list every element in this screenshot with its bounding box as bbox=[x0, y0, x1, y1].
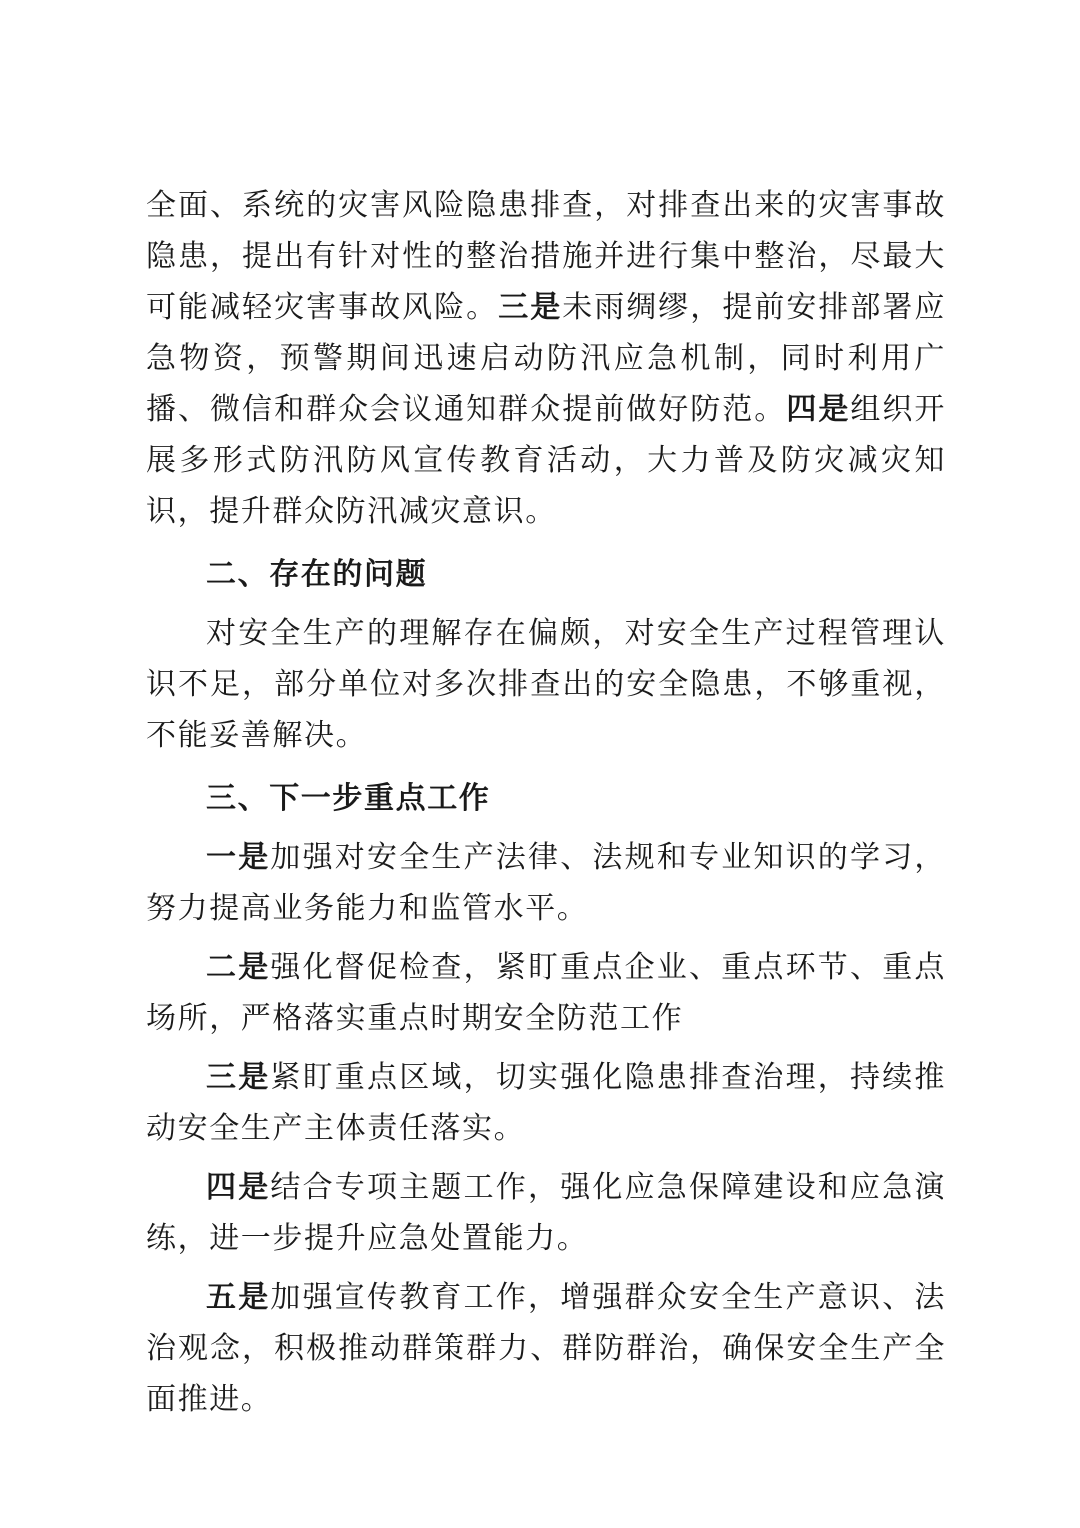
lead-label: 一是 bbox=[206, 840, 271, 875]
paragraph-text: 组织开展多形式防汛防风宣传教育活动，大力普及防灾减灾知识，提升群众防汛减灾意识。 bbox=[146, 392, 947, 529]
paragraph-problems: 对安全生产的理解存在偏颇，对安全生产过程管理认识不足，部分单位对多次排查出的安全隐患，不够重视，不能妥善解决。 bbox=[146, 616, 946, 753]
list-item bbox=[146, 832, 946, 934]
paragraph-text: 加强宣传教育工作，增强群众安全生产意识、法治观念，积极推动群策群力、群防群治，确保安全生产全面推进。 bbox=[146, 1280, 946, 1417]
list-item bbox=[146, 1162, 946, 1264]
list-item bbox=[146, 1052, 946, 1154]
section-heading-next-steps: 三、下一步重点工作 bbox=[206, 781, 491, 816]
document-body bbox=[146, 180, 946, 1425]
lead-label: 二是 bbox=[206, 950, 271, 985]
lead-label: 四是 bbox=[786, 392, 851, 427]
lead-label: 三是 bbox=[498, 290, 563, 325]
paragraph-section1-continued bbox=[146, 180, 946, 537]
paragraph-text: 全面、系统的灾害风险隐患排查，对排查出来的灾害事故隐患，提出有针对性的整治措施并进行集中整治，尽最大可能减轻灾害事故风险。 bbox=[146, 188, 946, 325]
lead-label: 五是 bbox=[206, 1280, 271, 1315]
list-item bbox=[146, 942, 946, 1044]
list-item bbox=[146, 1272, 946, 1425]
lead-label: 四是 bbox=[206, 1170, 271, 1205]
paragraph-text: 加强对安全生产法律、法规和专业知识的学习，努力提高业务能力和监管水平。 bbox=[146, 840, 946, 926]
section-heading-problems: 二、存在的问题 bbox=[206, 557, 428, 592]
paragraph-text: 强化督促检查，紧盯重点企业、重点环节、重点场所，严格落实重点时期安全防范工作 bbox=[146, 950, 946, 1036]
paragraph-text: 结合专项主题工作，强化应急保障建设和应急演练，进一步提升应急处置能力。 bbox=[146, 1170, 946, 1256]
lead-label: 三是 bbox=[206, 1060, 271, 1095]
paragraph-text: 紧盯重点区域，切实强化隐患排查治理，持续推动安全生产主体责任落实。 bbox=[146, 1060, 946, 1146]
paragraph-text: 未雨绸缪，提前安排部署应急物资，预警期间迅速启动防汛应急机制，同时利用广播、微信和群众会议通知群众提前做好防范。 bbox=[146, 290, 947, 427]
